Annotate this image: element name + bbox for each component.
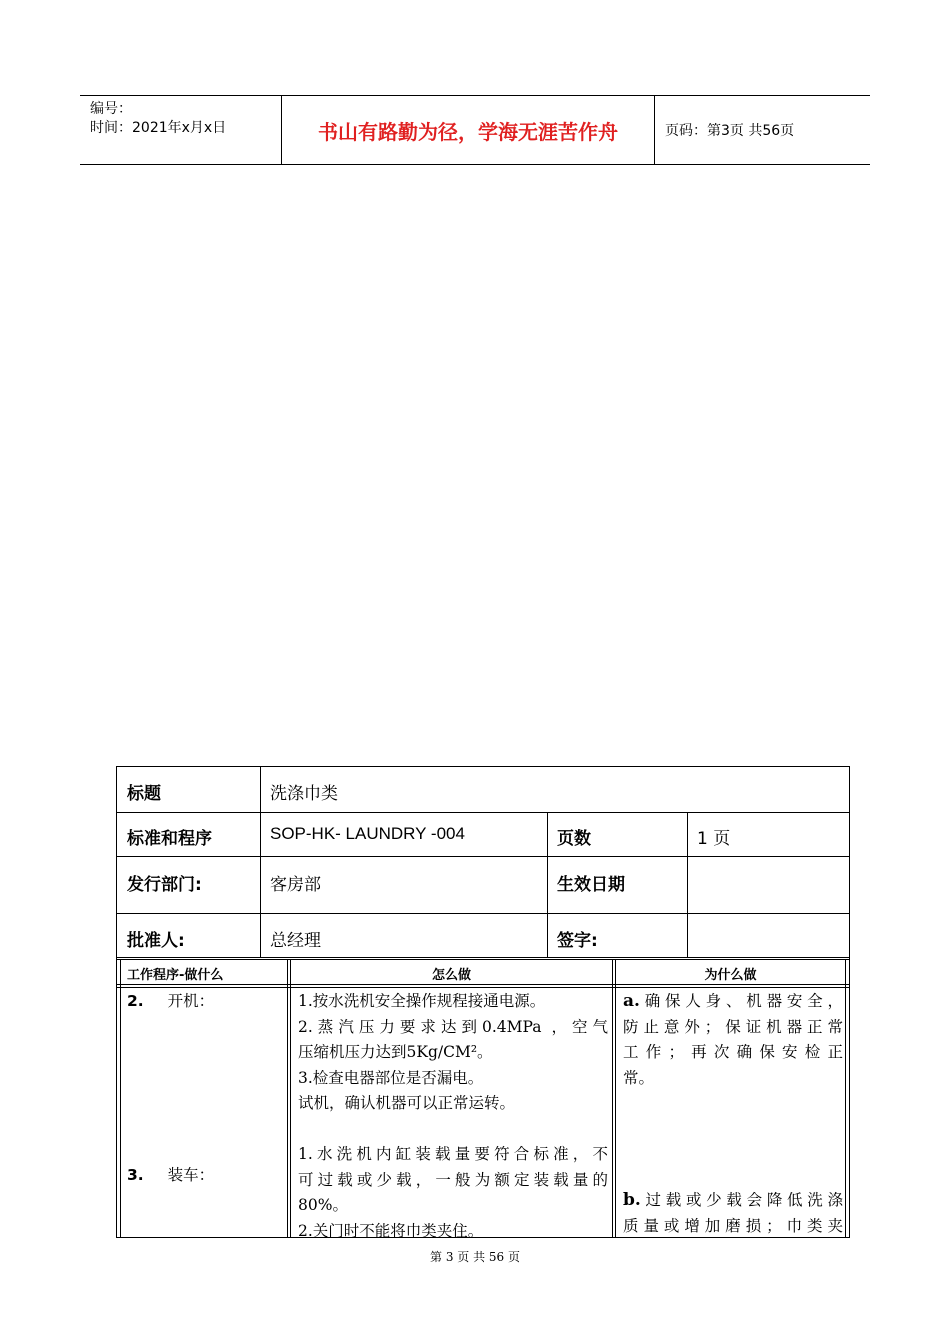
motto: 书山有路勤为径，学海无涯苦作舟: [318, 119, 618, 144]
why-a-letter: a.: [623, 991, 640, 1011]
effective-label: 生效日期: [557, 875, 625, 895]
approver-value: 总经理: [270, 931, 321, 951]
why-b-text: b.过载或少载会降低洗涤 质量或增加磨损；巾类夹: [623, 1190, 843, 1235]
step-number: 3.: [127, 1166, 144, 1184]
header-divider: [654, 96, 655, 164]
column-header-why: 为什么做: [704, 968, 757, 983]
step-name: 装车：: [167, 1166, 215, 1184]
step-name: 开机：: [167, 992, 215, 1010]
title-value: 洗涤巾类: [270, 784, 338, 804]
page-info: 页码：第3页 共56页: [665, 123, 795, 139]
step-number: 2.: [127, 992, 144, 1010]
sop-table: [116, 766, 850, 1238]
column-header-how: 怎么做: [431, 968, 471, 983]
page-footer: 第 3 页 共 56 页: [430, 1250, 520, 1264]
number-label: 编号：: [90, 101, 132, 117]
title-label: 标题: [127, 784, 161, 804]
pages-label: 页数: [557, 829, 591, 849]
sign-label: 签字:: [557, 931, 598, 951]
column-header-what: 工作程序-做什么: [127, 968, 224, 983]
why-b-letter: b.: [623, 1190, 641, 1210]
pages-value: 1 页: [697, 829, 731, 849]
page-header: [80, 95, 870, 165]
why-a-text: a.确保人身、机器安全， 防止意外；保证机器正常 工作；再次确保安检正 常。: [623, 991, 843, 1087]
step-item: [127, 989, 214, 1015]
approver-label: 批准人:: [127, 931, 185, 951]
standard-value: SOP-HK- LAUNDRY -004: [270, 824, 465, 843]
step-item: [127, 1163, 214, 1189]
dept-label: 发行部门:: [127, 875, 202, 895]
standard-label: 标准和程序: [127, 829, 212, 849]
time-label: 时间：2021年x月x日: [90, 120, 227, 136]
header-meta: [90, 100, 226, 138]
dept-value: 客房部: [270, 875, 321, 895]
how-text: 1.按水洗机安全操作规程接通电源。 2.蒸汽压力要求达到0.4MPa ，空气 压缩机压力达到5Kg/CM²。 3.检查电器部位是否漏电。 试机，确认机器可以正常运转。 1.水洗机内缸装载量要符合标准，不 可过载或少载，一般为额定装载量的 80%。 2.关门时不能将巾类夹住。: [298, 992, 608, 1240]
